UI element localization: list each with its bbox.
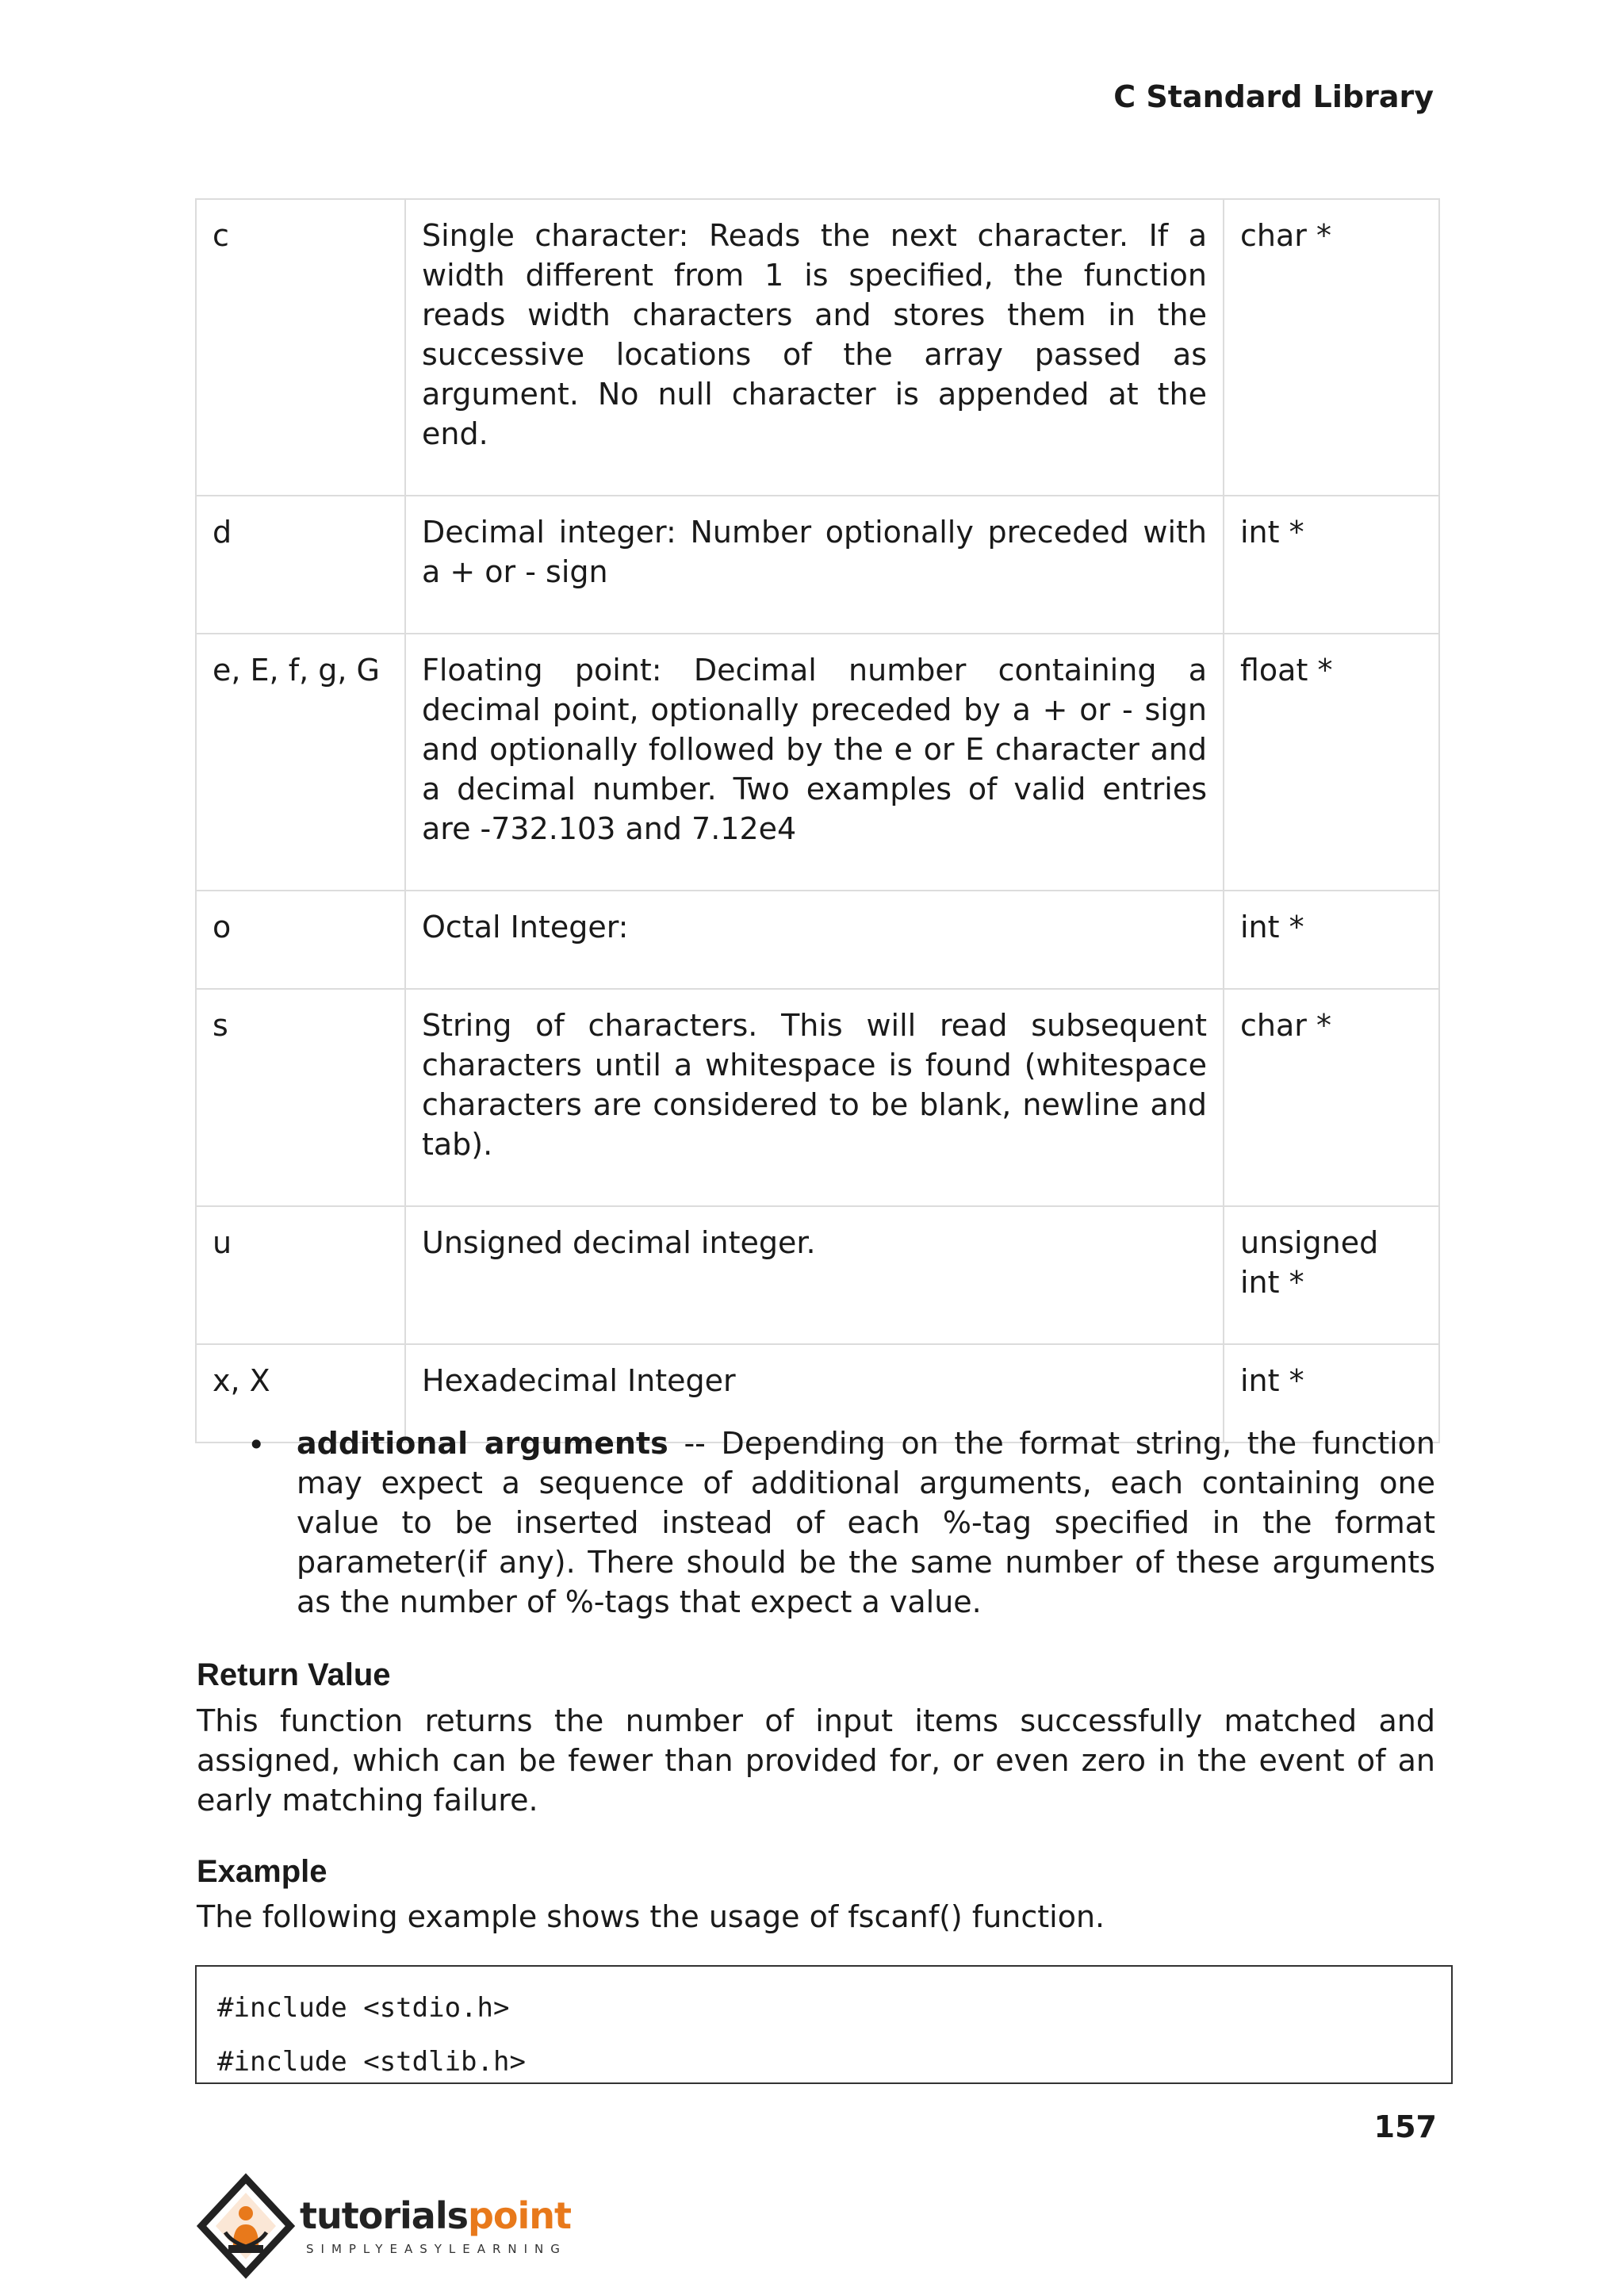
code-line: #include <stdlib.h> (217, 2046, 526, 2078)
description-cell: String of characters. This will read subsequent characters until a whitespace is found (whitespace characters are considered to be blank, newline and tab). (405, 989, 1224, 1206)
description-cell: Octal Integer: (405, 891, 1224, 989)
specifier-cell: d (196, 496, 405, 634)
bullet-description: -- Depending on the format string, the function may expect a sequence of additional arguments, each containing one value to be inserted instead of each %-tag specified in the format parameter(if any). There should be the same number of these arguments as the number of %-tags that expect a value. (297, 1426, 1435, 1619)
example-text: The following example shows the usage of fscanf() function. (197, 1899, 1105, 1934)
specifier-cell: c (196, 199, 405, 496)
table-row (196, 634, 1439, 891)
code-line: #include <stdio.h> (217, 1992, 510, 2024)
return-value-text: This function returns the number of input items successfully matched and assigned, which can be fewer than provided for, or even zero in the event of an early matching failure. (197, 1703, 1435, 1818)
type-cell: int * (1224, 496, 1439, 634)
table-row (196, 891, 1439, 989)
type-cell: char * (1224, 989, 1439, 1206)
logo-wordmark: tutorialspoint (300, 2194, 572, 2237)
bullet-term: additional arguments (297, 1426, 668, 1461)
type-cell: float * (1224, 634, 1439, 891)
example-heading: Example (197, 1854, 327, 1889)
logo-diamond-icon (197, 2169, 300, 2288)
description-cell: Hexadecimal Integer (405, 1344, 1224, 1443)
page-number: 157 (1373, 2109, 1437, 2144)
type-cell: char * (1224, 199, 1439, 496)
running-header: C Standard Library (1113, 79, 1434, 114)
description-cell: Floating point: Decimal number containing a decimal point, optionally preceded by a + or - sign and optionally followed by the e or E character and a decimal number. Two examples of valid entries are -732.103 and 7.12e4 (405, 634, 1224, 891)
description-cell: Decimal integer: Number optionally preceded with a + or - sign (405, 496, 1224, 634)
bullet-icon: • (247, 1427, 266, 1462)
specifier-cell: e, E, f, g, G (196, 634, 405, 891)
description-cell: Unsigned decimal integer. (405, 1206, 1224, 1344)
format-specifier-table (195, 198, 1440, 1443)
additional-arguments-bullet (297, 1423, 1435, 1622)
specifier-cell: s (196, 989, 405, 1206)
table-row (196, 1206, 1439, 1344)
logo-tagline: SIMPLYEASYLEARNING (306, 2242, 567, 2256)
table-row (196, 199, 1439, 496)
code-block (195, 1965, 1453, 2084)
return-value-heading: Return Value (197, 1657, 391, 1692)
table-row (196, 989, 1439, 1206)
type-cell: int * (1224, 891, 1439, 989)
description-cell: Single character: Reads the next character. If a width different from 1 is specified, the function reads width characters and stores them in the successive locations of the array passed as argument. No null character is appended at the end. (405, 199, 1224, 496)
table-row (196, 496, 1439, 634)
specifier-cell: x, X (196, 1344, 405, 1443)
specifier-cell: u (196, 1206, 405, 1344)
specifier-cell: o (196, 891, 405, 989)
type-cell: int * (1224, 1344, 1439, 1443)
tutorialspoint-logo (197, 2169, 572, 2288)
type-cell: unsigned int * (1224, 1206, 1439, 1344)
